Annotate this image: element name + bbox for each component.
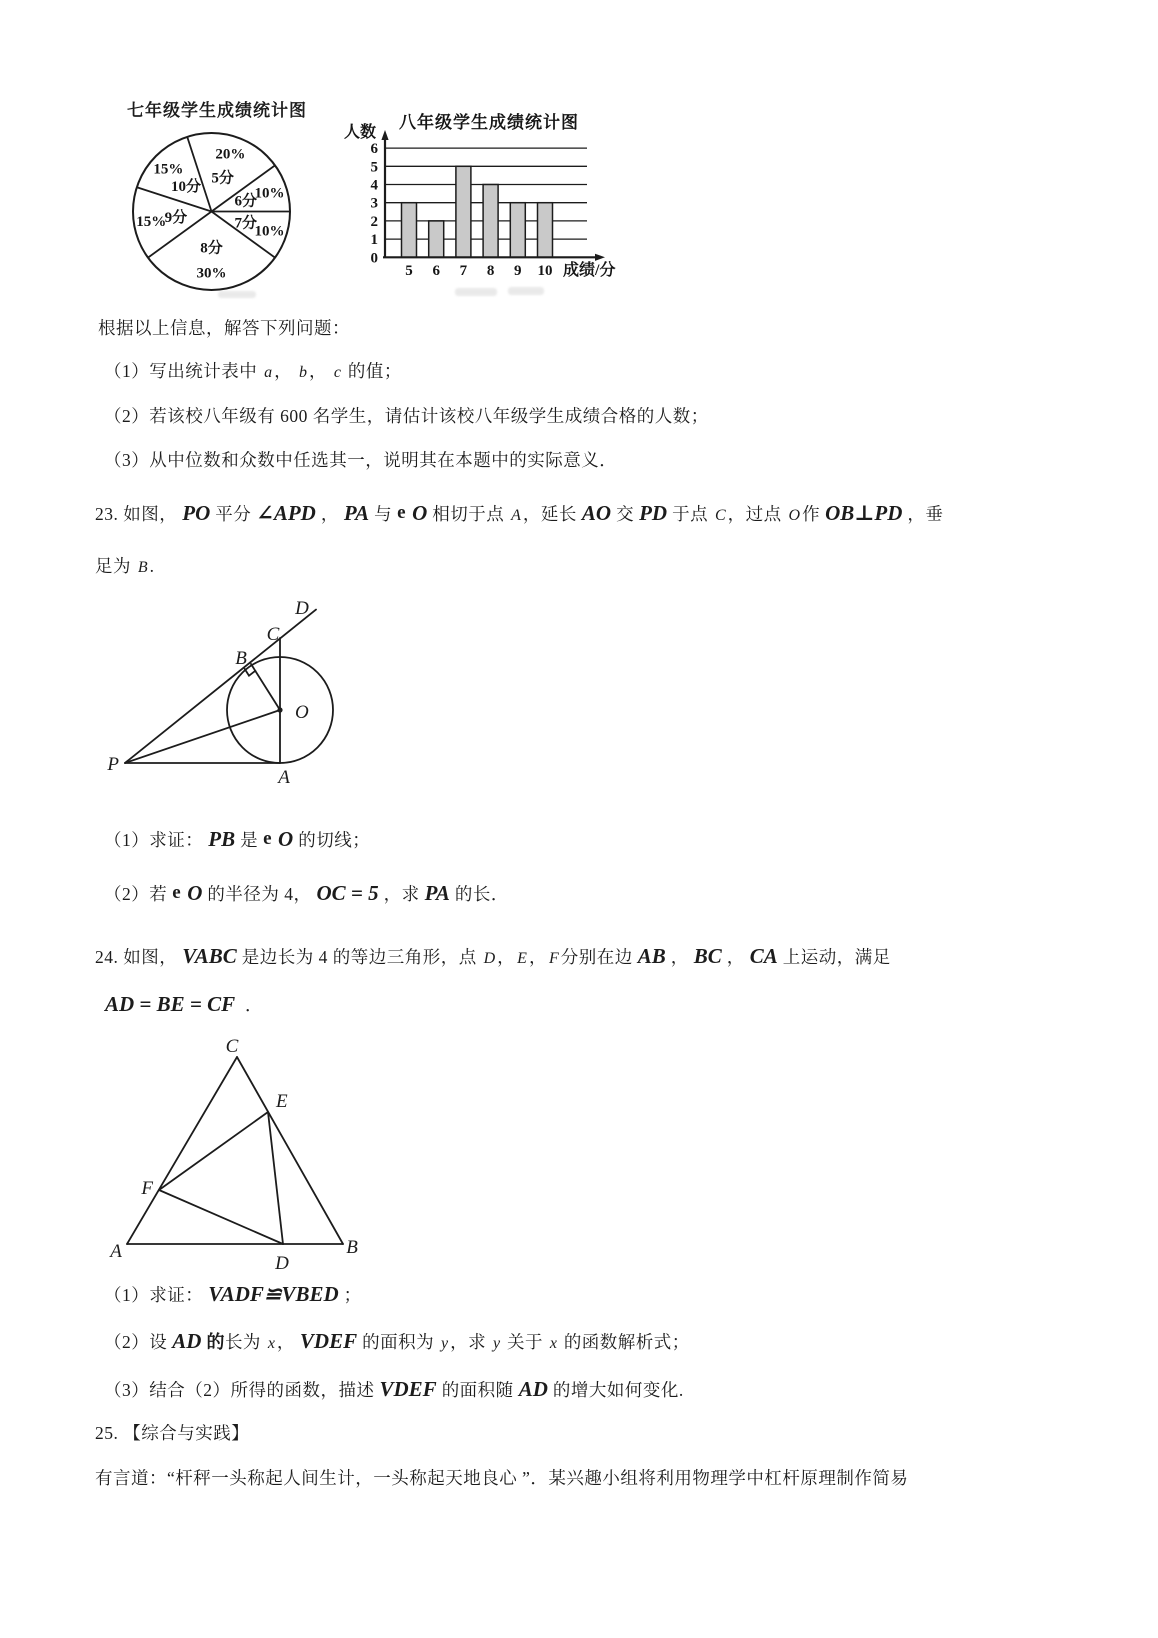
text-run: ，过点 <box>727 504 787 524</box>
label-E: E <box>276 1091 288 1112</box>
q24-sub2 <box>104 1328 690 1357</box>
label-D: D <box>275 1253 289 1274</box>
math-text: PD <box>639 501 668 525</box>
math-text: O <box>187 881 203 905</box>
math-text: ∠APD <box>256 501 316 525</box>
bar <box>429 221 444 257</box>
text-run: 25. 【综合与实践】 <box>95 1423 250 1443</box>
text-run: 的长． <box>454 884 509 904</box>
text-run: . <box>149 556 155 576</box>
text-run: 交 <box>616 504 635 524</box>
segment-PO <box>125 710 280 763</box>
label-B: B <box>235 648 247 669</box>
math-letter: x <box>267 1335 275 1352</box>
y-axis-arrow <box>381 130 388 140</box>
segment-ED <box>268 1112 283 1244</box>
center-dot <box>277 707 282 712</box>
text-run: 根据以上信息，解答下列问题： <box>98 318 350 338</box>
math-letter: D <box>483 950 496 967</box>
y-tick-label: 0 <box>370 250 378 267</box>
y-tick-label: 2 <box>370 213 378 230</box>
y-axis-title: 人数 <box>343 124 377 141</box>
q24-sub3 <box>104 1376 684 1403</box>
label-B: B <box>346 1237 358 1258</box>
pie-chart-title: 七年级学生成绩统计图 <box>127 101 307 120</box>
slice-label: 5分 <box>211 170 234 187</box>
math-text: AO <box>581 501 612 525</box>
text-run: 的面积随 <box>441 1380 514 1400</box>
slice-percent: 20% <box>215 146 246 163</box>
q25-stem-line1 <box>95 1465 908 1491</box>
math-text: VDEF <box>379 1377 437 1401</box>
math-text: BC <box>693 944 722 968</box>
text-run: ，求 <box>383 884 420 904</box>
math-letter: C <box>714 507 726 524</box>
bar-chart <box>336 96 648 294</box>
text-run: （1）求证： <box>104 830 204 850</box>
math-text: PO <box>182 501 211 525</box>
text-run: 关于 <box>502 1332 548 1352</box>
text-run: （3）从中位数和众数中任选其一，说明其在本题中的实际意义． <box>104 450 618 470</box>
text-run: ， <box>320 504 339 524</box>
y-tick-label: 6 <box>370 141 378 158</box>
text-run: ， <box>528 947 547 967</box>
y-tick-label: 5 <box>370 159 378 176</box>
y-tick-label: 3 <box>370 195 378 212</box>
text-run: ，求 <box>450 1332 491 1352</box>
scan-artifact <box>455 288 497 296</box>
text-run: e <box>172 882 182 903</box>
math-letter: a <box>264 364 273 381</box>
x-tick-label: 10 <box>537 263 553 279</box>
text-run: 24. 如图， <box>95 947 178 967</box>
text-run: （1）求证： <box>104 1285 204 1305</box>
math-text: OB⊥PD <box>825 501 903 525</box>
text-run: 分别在边 <box>560 947 633 967</box>
text-run: 23. 如图， <box>95 504 178 524</box>
label-D: D <box>295 598 309 619</box>
y-tick-label: 1 <box>370 232 378 249</box>
text-run: e <box>263 828 273 849</box>
math-text: VADF≌VBED <box>208 1282 339 1306</box>
slice-label: 7分 <box>234 215 257 232</box>
x-tick-label: 6 <box>432 263 440 279</box>
math-letter: A <box>511 507 521 524</box>
text-run: 的函数解析式； <box>558 1332 690 1352</box>
math-text: AB <box>637 944 666 968</box>
x-tick-label: 7 <box>459 263 468 279</box>
math-text: AD = BE = CF <box>105 992 236 1016</box>
label-F: F <box>141 1178 153 1199</box>
text-run: ， <box>309 361 332 381</box>
ray-PD <box>125 610 316 763</box>
bar <box>510 203 525 258</box>
slice-label: 9分 <box>164 210 188 227</box>
x-axis-arrow <box>595 254 605 261</box>
slice-percent: 10% <box>254 223 285 240</box>
q23-stem-line1 <box>95 500 943 529</box>
text-run: 相切于点 <box>432 504 510 524</box>
math-text: PA <box>424 881 450 905</box>
bar <box>538 203 553 258</box>
math-text: O <box>412 501 428 525</box>
math-letter: y <box>492 1335 501 1352</box>
q24-triangle-figure <box>100 1033 370 1275</box>
bar-chart-title: 八年级学生成绩统计图 <box>399 113 579 132</box>
text-run: ， <box>670 947 689 967</box>
math-text: VDEF <box>299 1329 358 1353</box>
q24-stem-line2 <box>100 991 263 1018</box>
math-text: PB <box>208 827 236 851</box>
side-BC <box>237 1057 343 1244</box>
text-run: 足为 <box>95 556 136 576</box>
text-run: 的面积为 <box>362 1332 439 1352</box>
math-letter: E <box>517 950 527 967</box>
text-run: ，延长 <box>522 504 577 524</box>
scan-artifact <box>218 291 256 298</box>
slice-label: 8分 <box>200 240 223 257</box>
label-A: A <box>278 767 290 788</box>
slice-percent: 15% <box>136 214 167 231</box>
slice-label: 6分 <box>234 193 257 210</box>
x-tick-label: 8 <box>486 263 495 279</box>
bar <box>402 203 417 258</box>
label-C: C <box>225 1036 239 1057</box>
pie-slices <box>136 137 290 282</box>
text-run: ， <box>276 1332 295 1352</box>
text-run: 于点 <box>672 504 713 524</box>
text-run: 平分 <box>215 504 252 524</box>
q23-sub2 <box>104 880 509 908</box>
math-letter: c <box>333 364 341 381</box>
text-run: ． <box>240 995 264 1015</box>
scan-artifact <box>508 287 544 295</box>
q22-sub2 <box>104 403 709 429</box>
slice-divider <box>187 137 211 212</box>
text-run: 是 <box>240 830 259 850</box>
math-text: AD <box>172 1329 202 1353</box>
math-text: PA <box>343 501 370 525</box>
text-run: ； <box>343 1285 362 1305</box>
q23-circle-figure <box>100 595 340 791</box>
math-letter: b <box>299 364 307 381</box>
math-letter: y <box>440 1335 449 1352</box>
text-run: 作 <box>802 504 821 524</box>
text-run: 的增大如何变化. <box>552 1380 684 1400</box>
x-tick-label: 5 <box>405 263 413 279</box>
label-A: A <box>110 1241 122 1262</box>
q25-heading <box>95 1420 249 1446</box>
text-run: （2）若该校八年级有 600 名学生，请估计该校八年级学生成绩合格的人数； <box>104 406 709 426</box>
math-letter: x <box>549 1335 557 1352</box>
x-axis-title: 成绩/分 <box>563 262 616 279</box>
q23-sub1 <box>104 826 370 854</box>
math-letter: B <box>137 559 148 576</box>
bar <box>483 185 498 258</box>
q24-sub1 <box>104 1281 362 1308</box>
text-run: 的切线； <box>298 830 371 850</box>
text-run: 有言道：“杆秤一头称起人间生计，一头称起天地良心 ”．某兴趣小组将利用物理学中杠杆原理制作简易 <box>95 1468 909 1488</box>
bar <box>456 166 471 257</box>
math-text: OC = 5 <box>316 881 379 905</box>
math-letter: F <box>548 950 559 967</box>
math-text: O <box>278 827 294 851</box>
x-tick-label: 9 <box>514 263 522 279</box>
label-C: C <box>266 624 280 645</box>
math-text: VABC <box>182 944 237 968</box>
segment-FE <box>159 1112 268 1190</box>
text-run: 与 <box>374 504 393 524</box>
text-run: ， <box>726 947 745 967</box>
slice-percent: 15% <box>153 161 184 178</box>
q22-sub1 <box>104 358 402 386</box>
text-run: 的值； <box>342 361 402 381</box>
text-run: ， <box>497 947 516 967</box>
y-tick-label: 4 <box>370 177 378 194</box>
slice-percent: 30% <box>196 265 227 282</box>
q23-stem-line2 <box>95 553 155 581</box>
text-run: ， <box>274 361 297 381</box>
text-run: 的 <box>206 1332 225 1352</box>
label-O: O <box>295 702 309 723</box>
math-letter: O <box>788 507 801 524</box>
text-run: ，垂 <box>907 504 944 524</box>
intro-lead <box>98 315 350 341</box>
label-P: P <box>107 754 119 775</box>
q24-stem-line1 <box>95 943 891 972</box>
text-run: 是边长为 4 的等边三角形，点 <box>241 947 482 967</box>
math-text: AD <box>518 1377 548 1401</box>
text-run: 上运动，满足 <box>782 947 891 967</box>
text-run: 长为 <box>224 1332 266 1352</box>
segment-DF <box>159 1190 283 1244</box>
text-run: （3）结合（2）所得的函数，描述 <box>104 1380 375 1400</box>
text-run: （2）设 <box>104 1332 168 1352</box>
q22-sub3 <box>104 447 617 473</box>
text-run: （2）若 <box>104 884 168 904</box>
pie-chart <box>108 126 320 296</box>
slice-label: 10分 <box>171 179 202 196</box>
math-text: CA <box>749 944 778 968</box>
text-run: 的半径为 4， <box>207 884 312 904</box>
slice-percent: 10% <box>254 185 285 202</box>
text-run: e <box>397 502 407 523</box>
text-run: （1）写出统计表中 <box>104 361 263 381</box>
